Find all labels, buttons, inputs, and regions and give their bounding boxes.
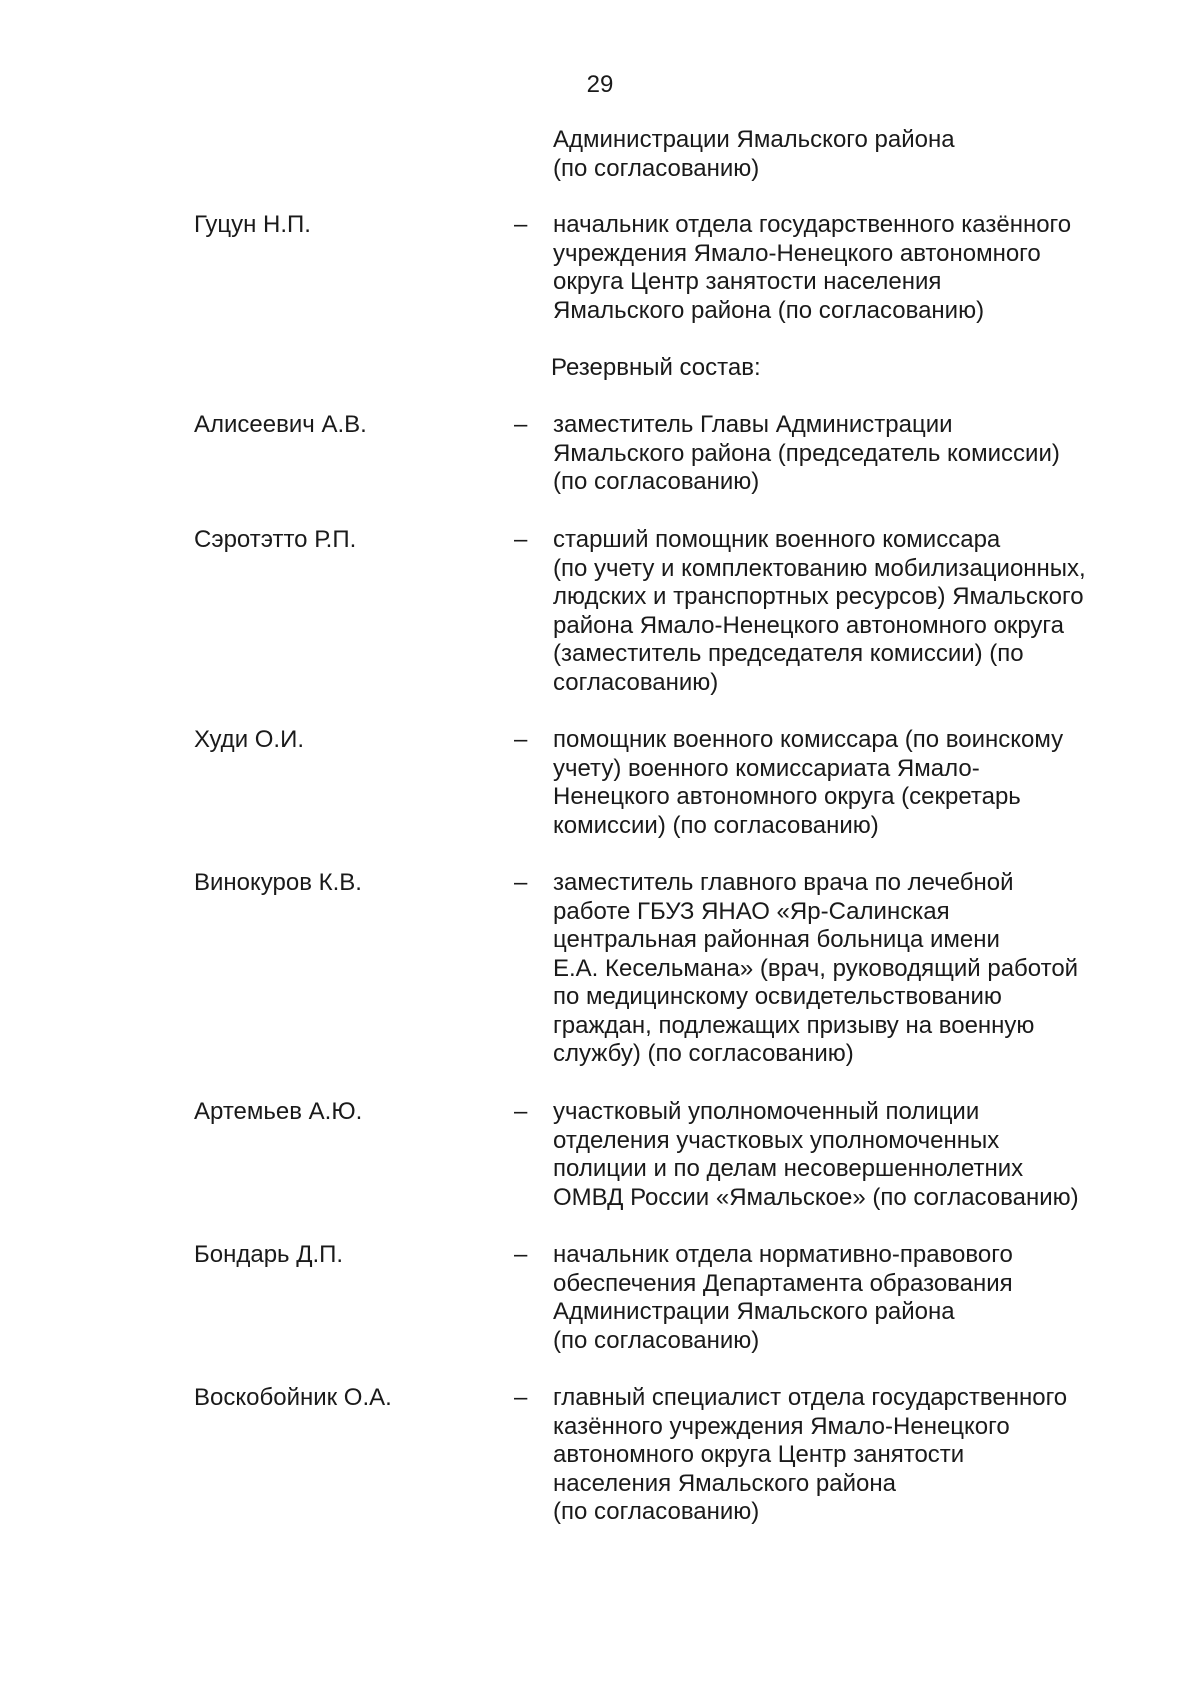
continuation-line: (по согласованию) [553,154,760,182]
member-name: Сэротэтто Р.П. [194,526,357,553]
dash-separator: – [514,211,528,238]
position-line: центральная районная больница имени [553,926,1000,953]
position-line: полиции и по делам несовершеннолетних [553,1155,1024,1182]
member-position [553,1241,1013,1355]
position-line: начальник отдела государственного казённого [553,211,1072,238]
position-line: согласованию) [553,668,719,696]
position-line: округа Центр занятости населения [553,268,942,295]
position-line: ОМВД России «Ямальское» (по согласованию) [553,1183,1079,1211]
member-position [553,1098,1079,1212]
dash-separator: – [514,526,528,553]
position-line: службу) (по согласованию) [553,1040,854,1067]
position-line: обеспечения Департамента образования [553,1269,1013,1297]
position-line: (по согласованию) [553,1326,760,1354]
member-position [553,869,1078,1069]
position-line: Ненецкого автономного округа (секретарь [553,783,1021,810]
reserve-heading: Резервный состав: [551,354,761,381]
position-line: Администрации Ямальского района [553,1298,955,1325]
dash-separator: – [514,1098,528,1125]
position-line: помощник военного комиссара (по воинскому [553,726,1064,753]
position-line: работе ГБУЗ ЯНАО «Яр-Салинская [553,897,950,925]
position-line: участковый уполномоченный полиции [553,1098,980,1125]
position-line: района Ямало-Ненецкого автономного округа [553,611,1064,639]
member-name: Винокуров К.В. [194,869,362,896]
member-name: Худи О.И. [194,726,305,753]
position-line: главный специалист отдела государственного [553,1384,1068,1411]
dash-separator: – [514,869,528,896]
member-position [553,1384,1067,1527]
member-name: Гуцун Н.П. [194,211,311,238]
continuation-text [553,126,955,183]
page-number: 29 [586,71,614,98]
continuation-line: Администрации Ямальского района [553,126,955,153]
member-position [553,526,1086,697]
position-line: граждан, подлежащих призыву на военную [553,1011,1035,1039]
member-position [553,726,1063,840]
position-line: Ямальского района (председатель комиссии) [553,439,1060,467]
position-line: учету) военного комиссариата Ямало- [553,754,980,782]
position-line: отделения участковых уполномоченных [553,1126,1000,1154]
dash-separator: – [514,411,528,438]
dash-separator: – [514,1241,528,1268]
dash-separator: – [514,1384,528,1411]
position-line: по медицинскому освидетельствованию [553,983,1002,1010]
position-line: комиссии) (по согласованию) [553,811,879,839]
position-line: старший помощник военного комиссара [553,526,1001,553]
position-line: заместитель Главы Администрации [553,411,953,438]
position-line: автономного округа Центр занятости [553,1441,965,1468]
position-line: казённого учреждения Ямало-Ненецкого [553,1412,1010,1440]
position-line: людских и транспортных ресурсов) Ямальского [553,583,1084,610]
position-line: Ямальского района (по согласованию) [553,296,985,324]
position-line: Е.А. Кесельмана» (врач, руководящий работой [553,954,1079,982]
dash-separator: – [514,726,528,753]
position-line: населения Ямальского района [553,1469,896,1497]
member-name: Артемьев А.Ю. [194,1098,363,1125]
position-line: заместитель главного врача по лечебной [553,869,1014,896]
position-line: (по согласованию) [553,468,760,495]
position-line: (заместитель председателя комиссии) (по [553,640,1024,667]
position-line: учреждения Ямало-Ненецкого автономного [553,239,1041,267]
member-position [553,411,1060,497]
position-line: (по согласованию) [553,1498,760,1525]
member-name: Воскобойник О.А. [194,1384,392,1411]
position-line: (по учету и комплектованию мобилизационных, [553,554,1086,582]
member-name: Алисеевич А.В. [194,411,367,438]
position-line: начальник отдела нормативно-правового [553,1241,1013,1268]
member-position [553,211,1071,325]
member-name: Бондарь Д.П. [194,1241,344,1268]
